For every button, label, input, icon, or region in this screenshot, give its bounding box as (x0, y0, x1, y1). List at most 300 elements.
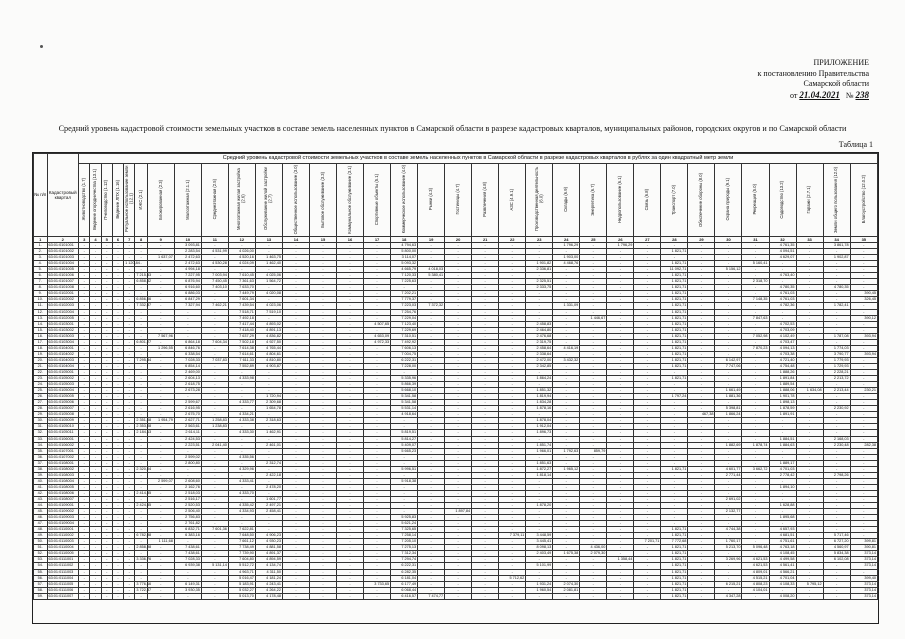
value-cell: - (499, 249, 526, 255)
value-cell: - (715, 569, 742, 575)
column-header: Склады (6.9) (553, 164, 580, 237)
value-cell: - (580, 351, 607, 357)
value-cell: - (90, 466, 101, 472)
value-cell: 1 796,29 (553, 243, 580, 249)
value-cell: 4 333,38 (228, 418, 255, 424)
value-cell: - (337, 261, 364, 267)
value-cell: - (580, 442, 607, 448)
value-cell: - (112, 593, 123, 599)
value-cell: 2 184,13 (136, 430, 152, 435)
value-cell: - (135, 442, 147, 448)
cadastral-quarter-cell: 63:01:0105005 (47, 394, 79, 400)
value-cell: - (472, 309, 499, 315)
value-cell: - (742, 460, 769, 466)
value-cell: - (445, 436, 472, 442)
cadastral-quarter-cell: 63:01:0111007 (47, 593, 79, 599)
value-cell: - (445, 466, 472, 472)
value-cell: 1 821,71 (661, 339, 688, 345)
value-cell: - (282, 412, 309, 418)
value-cell: - (715, 382, 742, 388)
value-cell: - (135, 527, 147, 533)
value-cell: - (553, 575, 580, 581)
cadastral-quarter-cell: 63:01:0105001 (47, 369, 79, 375)
value-cell: - (607, 376, 634, 382)
value-cell: - (742, 527, 769, 533)
value-cell: - (112, 363, 123, 369)
value-cell: - (607, 261, 634, 267)
cadastral-quarter-cell: 63:01:0106001 (47, 436, 79, 442)
value-cell: - (472, 412, 499, 418)
value-cell: - (607, 515, 634, 521)
value-cell: - (472, 297, 499, 303)
value-cell: - (282, 279, 309, 285)
value-cell: - (418, 363, 445, 369)
column-header: Ритуальное использование земли (12.1) (124, 164, 135, 237)
value-cell: - (282, 454, 309, 460)
value-cell: - (850, 285, 877, 291)
column-header: ИЖС (2.1) (135, 164, 147, 237)
value-cell: - (282, 339, 309, 345)
value-cell: 7 228,00 (391, 363, 418, 369)
value-cell: 4 751,61 (769, 539, 796, 545)
value-cell: - (499, 545, 526, 551)
value-cell: - (526, 557, 553, 563)
value-cell: 4 782,36 (769, 303, 796, 309)
value-cell: - (769, 490, 796, 496)
value-cell: - (101, 551, 112, 557)
value-cell: - (174, 472, 201, 478)
value-cell: 2 604,13 (174, 376, 201, 382)
value-cell: - (112, 503, 123, 509)
value-cell: - (445, 376, 472, 382)
value-cell: 4 702,53 (769, 321, 796, 327)
value-cell: - (124, 333, 135, 339)
value-cell: - (364, 533, 391, 539)
value-cell: - (634, 515, 661, 521)
cadastral-quarter-cell: 63:01:0104004 (47, 363, 79, 369)
value-cell: - (553, 327, 580, 333)
value-cell: - (364, 291, 391, 297)
value-cell: - (742, 496, 769, 502)
value-cell: - (282, 243, 309, 249)
value-cell: - (201, 551, 228, 557)
value-cell: 2 353,08 (136, 424, 152, 429)
column-number: 16 (337, 237, 364, 243)
value-cell: - (688, 569, 715, 575)
value-cell: 2 422,18 (255, 472, 282, 478)
value-cell: - (337, 509, 364, 515)
value-cell: - (526, 309, 553, 315)
value-cell: - (147, 490, 174, 496)
value-cell: - (147, 261, 174, 267)
value-cell: - (124, 382, 135, 388)
value-cell: - (607, 496, 634, 502)
column-header: Ведение ЛПХ (1.16) (112, 164, 123, 237)
value-cell: - (255, 382, 282, 388)
cadastral-value-table (33, 153, 878, 600)
value-cell: - (661, 496, 688, 502)
value-cell: - (79, 503, 90, 509)
value-cell: - (228, 442, 255, 448)
value-cell: - (282, 593, 309, 599)
value-cell: 1 891,91 (769, 412, 796, 418)
value-cell: - (472, 339, 499, 345)
value-cell: - (715, 430, 742, 436)
value-cell: - (112, 357, 123, 363)
value-cell: - (79, 418, 90, 424)
value-cell: - (661, 442, 688, 448)
value-cell: - (580, 533, 607, 539)
column-number: 23 (526, 237, 553, 243)
value-cell: - (688, 503, 715, 509)
value-cell: - (337, 466, 364, 472)
value-cell: - (580, 363, 607, 369)
value-cell: - (418, 357, 445, 363)
value-cell: - (526, 521, 553, 527)
value-cell: - (472, 351, 499, 357)
value-cell: - (147, 291, 174, 297)
value-cell: 3 445,41 (526, 539, 553, 545)
value-cell: - (135, 243, 147, 249)
value-cell: - (661, 424, 688, 430)
value-cell: - (79, 424, 90, 430)
value-cell: - (742, 533, 769, 539)
cadastral-quarter-cell: 63:01:0102005 (47, 315, 79, 321)
value-cell: - (101, 255, 112, 261)
value-cell: 4 416,19 (553, 345, 580, 351)
value-cell: - (174, 327, 201, 333)
value-cell: - (309, 484, 336, 490)
value-cell: - (499, 484, 526, 490)
value-cell: - (90, 273, 101, 279)
value-cell: - (688, 243, 715, 249)
value-cell: 4 264,22 (255, 587, 282, 593)
value-cell: - (282, 388, 309, 394)
value-cell: - (796, 484, 823, 490)
value-cell: - (101, 351, 112, 357)
value-cell: 1 898,13 (769, 400, 796, 406)
value-cell: - (688, 466, 715, 472)
value-cell: - (79, 255, 90, 261)
value-cell: 1 821,71 (661, 551, 688, 557)
value-cell: - (135, 388, 147, 394)
value-cell: - (580, 460, 607, 466)
value-cell: - (337, 309, 364, 315)
column-header: Бытовое обслуживание (3.3) (309, 164, 336, 237)
value-cell: - (715, 345, 742, 351)
value-cell: - (391, 472, 418, 478)
value-cell: - (526, 490, 553, 496)
value-cell: 5 213,70 (715, 545, 742, 551)
value-cell: - (90, 243, 101, 249)
value-cell: - (445, 273, 472, 279)
value-cell: - (112, 563, 123, 569)
value-cell: - (580, 279, 607, 285)
value-cell: - (337, 400, 364, 406)
value-cell: - (90, 327, 101, 333)
value-cell: - (174, 448, 201, 454)
value-cell: - (90, 515, 101, 521)
document-title: Средний уровень кадастровой стоимости земельных участков в составе земель населенных пунктов в Самарской области в разрезе кадастровых кварталов, муниципальных районов, городских округов и по Самарской области (58, 124, 847, 133)
value-cell: - (634, 273, 661, 279)
value-cell: - (147, 412, 174, 418)
value-cell: - (112, 490, 123, 496)
value-cell: - (90, 503, 101, 509)
value-cell: - (418, 249, 445, 255)
value-cell: 1 834,28 (526, 400, 553, 406)
value-cell: - (823, 339, 850, 345)
value-cell: - (742, 448, 769, 454)
value-cell: - (228, 388, 255, 394)
value-cell: - (850, 503, 877, 509)
value-cell: - (255, 436, 282, 442)
value-cell: - (715, 369, 742, 375)
value-cell: - (147, 321, 174, 327)
value-cell: - (201, 454, 228, 460)
value-cell: 4 094,13 (769, 345, 796, 351)
value-cell: - (135, 515, 147, 521)
value-cell: - (688, 249, 715, 255)
value-cell: - (688, 376, 715, 382)
value-cell: - (823, 261, 850, 267)
value-cell: - (688, 291, 715, 297)
row-number: 7. (34, 279, 48, 285)
value-cell: 1 654,78 (255, 406, 282, 412)
value-cell: - (580, 243, 607, 249)
value-cell: - (418, 351, 445, 357)
value-cell: - (90, 388, 101, 394)
value-cell: - (850, 339, 877, 345)
value-cell: - (337, 376, 364, 382)
value-cell: - (418, 557, 445, 563)
value-cell: - (79, 551, 90, 557)
value-cell: 5 918,38 (391, 478, 418, 484)
value-cell: - (742, 249, 769, 255)
value-cell: - (147, 376, 174, 382)
column-header: Коммерческое использование (4.0) (391, 164, 418, 237)
value-cell: - (607, 321, 634, 327)
value-cell: - (282, 533, 309, 539)
value-cell: - (337, 545, 364, 551)
value-cell: - (688, 418, 715, 424)
value-cell: 7 372,32 (418, 303, 445, 309)
value-cell: - (79, 273, 90, 279)
value-cell: - (364, 351, 391, 357)
value-cell: - (688, 279, 715, 285)
value-cell: 7 604,80 (228, 557, 255, 563)
value-cell: - (135, 496, 147, 502)
value-cell: - (796, 430, 823, 436)
value-cell: - (282, 351, 309, 357)
value-cell: - (364, 569, 391, 575)
value-cell: - (418, 527, 445, 533)
value-cell: 11 092,71 (661, 267, 688, 273)
value-cell: - (147, 581, 174, 587)
value-cell: - (634, 442, 661, 448)
value-cell: - (90, 442, 101, 448)
value-cell: - (124, 545, 135, 551)
value-cell: - (418, 430, 445, 436)
value-cell: - (769, 261, 796, 267)
value-cell: - (553, 442, 580, 448)
value-cell: - (688, 551, 715, 557)
value-cell: - (201, 315, 228, 321)
value-cell: - (124, 581, 135, 587)
value-cell: - (112, 436, 123, 442)
value-cell: - (823, 448, 850, 454)
value-cell: - (101, 569, 112, 575)
value-cell: - (391, 418, 418, 424)
value-cell: 7 028,33 (174, 557, 201, 563)
value-cell: - (418, 243, 445, 249)
value-cell: - (79, 490, 90, 496)
value-cell: - (418, 581, 445, 587)
value-cell: - (688, 261, 715, 267)
value-cell: - (580, 400, 607, 406)
value-cell: 230,21 (850, 388, 877, 394)
value-cell: - (124, 394, 135, 400)
value-cell: - (472, 357, 499, 363)
value-cell: - (135, 369, 147, 375)
value-cell: - (823, 569, 850, 575)
value-cell: - (742, 412, 769, 418)
value-cell: - (445, 539, 472, 545)
value-cell: - (742, 309, 769, 315)
value-cell: - (796, 466, 823, 472)
value-cell: - (201, 400, 228, 406)
value-cell: - (147, 551, 174, 557)
value-cell: 3 662,72 (742, 466, 769, 472)
value-cell: - (309, 515, 336, 521)
column-number: 33 (796, 237, 823, 243)
value-cell: - (661, 418, 688, 424)
value-cell: - (174, 309, 201, 315)
value-cell: - (526, 454, 553, 460)
value-cell: - (499, 527, 526, 533)
value-cell: - (112, 412, 123, 418)
value-cell: 7 738,49 (228, 545, 255, 551)
value-cell: 373,14 (850, 587, 877, 593)
column-header: Транспорт (7.0) (661, 164, 688, 237)
value-cell: - (850, 267, 877, 273)
value-cell: - (580, 267, 607, 273)
value-cell: 4 804,61 (255, 351, 282, 357)
value-cell: 7 739,90 (228, 551, 255, 557)
value-cell: - (124, 484, 135, 490)
value-cell: 2 319,75 (526, 339, 553, 345)
value-cell: - (445, 418, 472, 424)
value-cell: - (526, 484, 553, 490)
value-cell: - (445, 569, 472, 575)
value-cell: - (90, 533, 101, 539)
cadastral-quarter-cell: 63:01:0101001 (47, 243, 79, 249)
value-cell: - (553, 521, 580, 527)
value-cell: 2 132,77 (715, 509, 742, 515)
value-cell: - (634, 333, 661, 339)
value-cell: 1 821,71 (661, 363, 688, 369)
value-cell: - (472, 424, 499, 430)
value-cell: - (112, 509, 123, 515)
value-cell: - (634, 448, 661, 454)
value-cell: - (174, 321, 201, 327)
value-cell: - (174, 315, 201, 321)
value-cell: - (580, 291, 607, 297)
value-cell: 1 331,09 (553, 303, 580, 309)
value-cell: - (796, 249, 823, 255)
value-cell: - (135, 291, 147, 297)
value-cell: 1 120,84 (125, 261, 140, 266)
value-cell: - (796, 539, 823, 545)
value-cell: 6 916,60 (174, 285, 201, 291)
value-cell: - (147, 587, 174, 593)
value-cell: - (634, 291, 661, 297)
row-number: 1. (34, 243, 48, 249)
value-cell: - (850, 448, 877, 454)
value-cell: - (472, 539, 499, 545)
value-cell: - (850, 424, 877, 430)
value-cell: 1 897,84 (445, 509, 472, 515)
value-cell: - (201, 255, 228, 261)
value-cell: - (418, 569, 445, 575)
value-cell: 4 657,93 (769, 527, 796, 533)
value-cell: - (553, 376, 580, 382)
value-cell: - (418, 382, 445, 388)
value-cell: - (688, 357, 715, 363)
value-cell: - (174, 466, 201, 472)
value-cell: - (661, 454, 688, 460)
value-cell: - (101, 466, 112, 472)
value-cell: - (101, 394, 112, 400)
value-cell: - (553, 382, 580, 388)
value-cell: - (201, 539, 228, 545)
value-cell: - (112, 267, 123, 273)
value-cell: - (79, 243, 90, 249)
value-cell: 7 295,34 (136, 357, 152, 362)
value-cell: - (364, 243, 391, 249)
value-cell: - (101, 563, 112, 569)
value-cell: - (634, 249, 661, 255)
value-cell: 1 661,49 (715, 388, 742, 394)
value-cell: - (364, 303, 391, 309)
value-cell: 1 901,82 (526, 261, 553, 267)
value-cell: - (796, 400, 823, 406)
value-cell: - (634, 509, 661, 515)
value-cell: - (337, 424, 364, 430)
value-cell: 2 079,30 (580, 551, 607, 557)
value-cell: - (445, 521, 472, 527)
value-cell: - (796, 291, 823, 297)
value-cell: - (135, 509, 147, 515)
value-cell: - (526, 255, 553, 261)
value-cell: - (580, 472, 607, 478)
value-cell: - (418, 418, 445, 424)
value-cell: - (499, 593, 526, 599)
value-cell: - (282, 261, 309, 267)
value-cell: - (255, 243, 282, 249)
value-cell: - (796, 382, 823, 388)
value-cell: - (79, 297, 90, 303)
value-cell: 7 519,10 (255, 309, 282, 315)
value-cell: - (580, 569, 607, 575)
value-cell: - (472, 575, 499, 581)
value-cell: - (796, 442, 823, 448)
value-cell: - (499, 406, 526, 412)
column-header: Гаражи (2.7.1) (796, 164, 823, 237)
value-cell: 7 502,18 (228, 339, 255, 345)
value-cell: 2 461,01 (255, 442, 282, 448)
value-cell: - (364, 551, 391, 557)
value-cell: - (228, 472, 255, 478)
